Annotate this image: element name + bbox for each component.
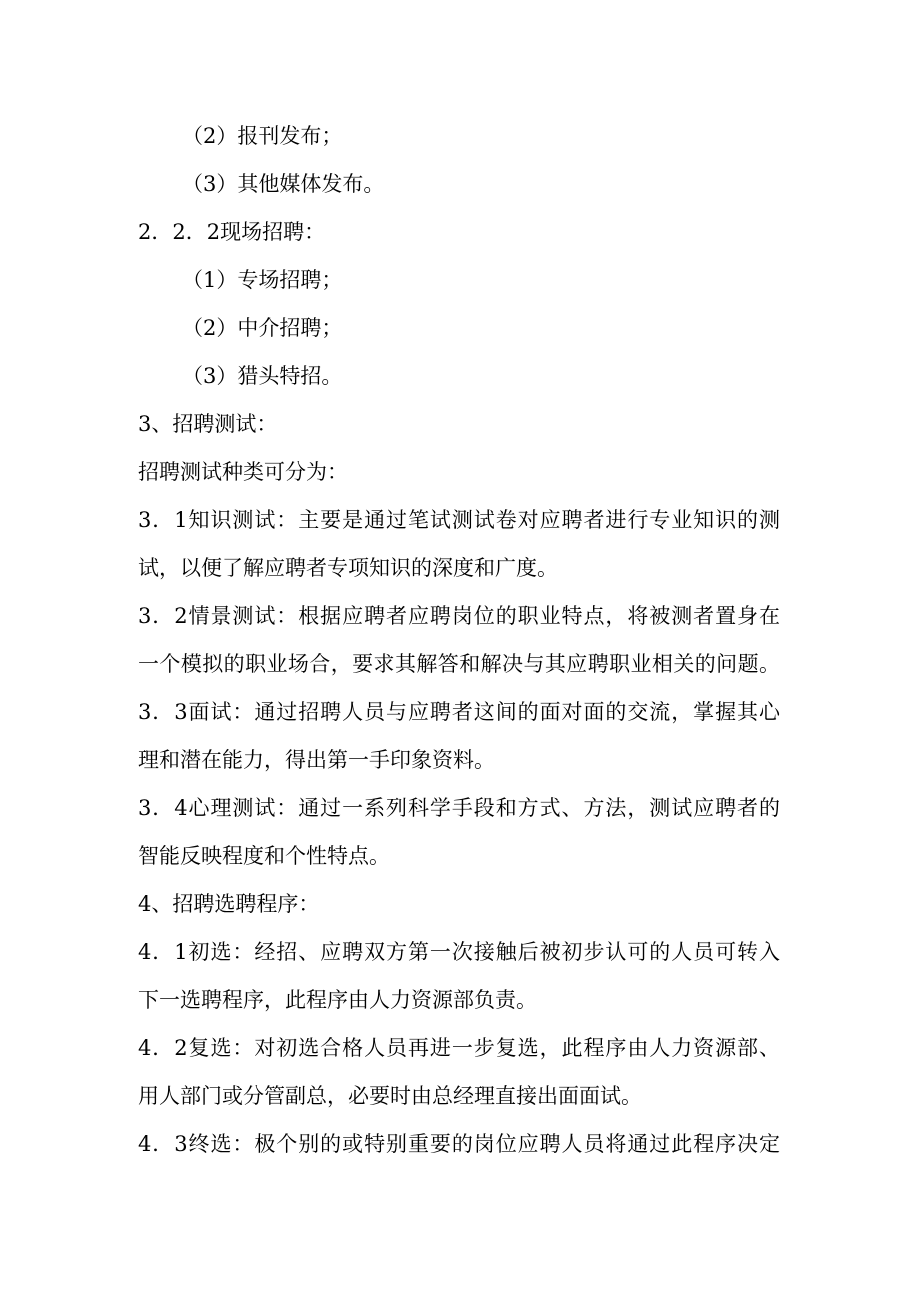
paragraph-interview-line1: 3．3面试：通过招聘人员与应聘者这间的面对面的交流，掌握其心 bbox=[138, 700, 780, 724]
section-heading-onsite-recruitment: 2．2．2现场招聘： bbox=[138, 220, 326, 244]
paragraph-initial-selection-line2: 下一选聘程序，此程序由人力资源部负责。 bbox=[138, 988, 537, 1012]
paragraph-psych-test-line2: 智能反映程度和个性特点。 bbox=[138, 844, 390, 868]
paragraph-situational-test-line2: 一个模拟的职业场合，要求其解答和解决与其应聘职业相关的问题。 bbox=[138, 652, 780, 676]
list-item-agency-recruitment: （2）中介招聘； bbox=[182, 316, 343, 340]
paragraph-interview-line2: 理和潜在能力，得出第一手印象资料。 bbox=[138, 748, 495, 772]
list-item-headhunter: （3）猎头特招。 bbox=[182, 364, 343, 388]
paragraph-knowledge-test-line2: 试，以便了解应聘者专项知识的深度和广度。 bbox=[138, 556, 558, 580]
list-item-special-recruitment: （1）专场招聘； bbox=[182, 268, 343, 292]
paragraph-situational-test-line1: 3．2情景测试：根据应聘者应聘岗位的职业特点，将被测者置身在 bbox=[138, 604, 780, 628]
paragraph-final-selection-line1: 4．3终选：极个别的或特别重要的岗位应聘人员将通过此程序决定 bbox=[138, 1132, 780, 1156]
paragraph-initial-selection-line1: 4．1初选：经招、应聘双方第一次接触后被初步认可的人员可转入 bbox=[138, 940, 780, 964]
paragraph-test-types-intro: 招聘测试种类可分为： bbox=[138, 460, 348, 484]
section-heading-selection-procedure: 4、招聘选聘程序： bbox=[138, 892, 320, 916]
paragraph-psych-test-line1: 3．4心理测试：通过一系列科学手段和方式、方法，测试应聘者的 bbox=[138, 796, 780, 820]
list-item-other-media: （3）其他媒体发布。 bbox=[182, 172, 385, 196]
paragraph-knowledge-test-line1: 3．1知识测试：主要是通过笔试测试卷对应聘者进行专业知识的测 bbox=[138, 508, 780, 532]
list-item-newspaper: （2）报刊发布； bbox=[182, 124, 343, 148]
paragraph-second-selection-line1: 4．2复选：对初选合格人员再进一步复选，此程序由人力资源部、 bbox=[138, 1036, 780, 1060]
section-heading-recruitment-test: 3、招聘测试： bbox=[138, 412, 278, 436]
paragraph-second-selection-line2: 用人部门或分管副总，必要时由总经理直接出面面试。 bbox=[138, 1084, 642, 1108]
